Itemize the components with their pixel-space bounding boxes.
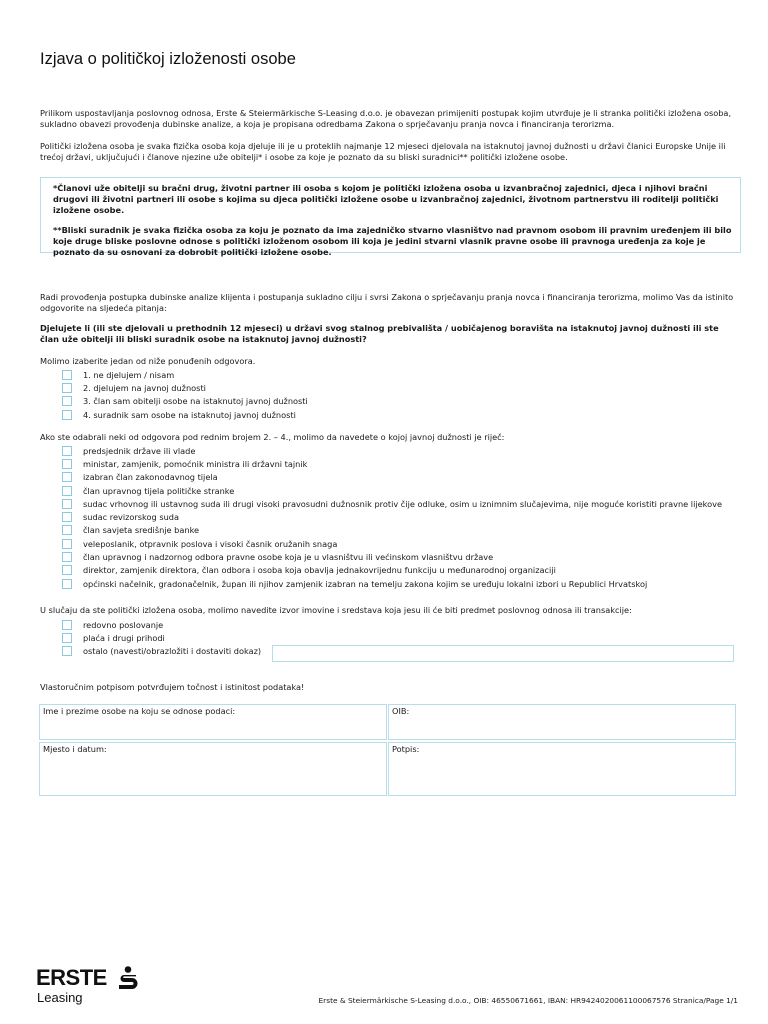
function-option[interactable]: [62, 457, 722, 470]
option-label: ministar, zamjenik, pomoćnik ministra ili državni tajnik: [83, 458, 308, 469]
option-label: član savjeta središnje banke: [83, 525, 200, 536]
checkbox[interactable]: [62, 472, 72, 482]
option-label: sudac vrhovnog ili ustavnog suda ili drugi visoki pravosudni dužnosnik protiv čije odluke, osim u iznimnim slučajevima, nije moguće koristiti pravne lijekove: [83, 498, 722, 509]
family-definition: *Članovi uže obitelji su bračni drug, životni partner ili osoba s kojom je politički izložena osoba u izvanbračnoj zajednici, djeca i njihovi bračni drugovi ili životni partneri ili osobe s kojima su djeca politički izložene osobe u izvanbračnoj zajednici, životnom partnerstvu ili roditelji politički izložene osobe.: [53, 183, 719, 215]
place-date-label: Mjesto i datum:: [43, 744, 107, 754]
main-question: Djelujete li (ili ste djelovali u prethodnih 12 mjeseci) u državi svog stalnog prebivališta / uobičajenog boravišta na istaknutoj javnoj dužnosti ili ste član uže obitelji ili bliski suradnik osobe na istaknutoj javnoj dužnosti?: [40, 323, 719, 344]
erste-s-icon: [116, 966, 140, 992]
checkbox[interactable]: [62, 486, 72, 496]
answer-options-list: [62, 368, 308, 421]
checkbox[interactable]: [62, 410, 72, 420]
logo-brand-text: ERSTE: [36, 965, 107, 990]
place-date-field[interactable]: [39, 742, 387, 796]
checkbox[interactable]: [62, 579, 72, 589]
source-prompt: U slučaju da ste politički izložena osoba, molimo navedite izvor imovine i sredstava koja jesu ili će biti predmet poslovnog odnosa ili transakcije:: [40, 605, 632, 615]
option-label: član upravnog i nadzornog odbora pravne osobe koja je u vlasništvu ili većinskom vlasništvu države: [83, 552, 494, 563]
logo-sub-text: Leasing: [37, 990, 83, 1005]
checkbox[interactable]: [62, 370, 72, 380]
other-source-input[interactable]: [272, 645, 734, 662]
option-label: predsjednik države ili vlade: [83, 445, 196, 456]
definitions-box: [40, 177, 741, 257]
checkbox[interactable]: [62, 646, 72, 656]
answer-option[interactable]: [62, 368, 308, 381]
erste-leasing-logo: [36, 966, 146, 1010]
oib-field[interactable]: [388, 704, 736, 740]
option-label: izabran član zakonodavnog tijela: [83, 472, 218, 483]
option-label: direktor, zamjenik direktora, član odbora i osoba koja obavlja jednakovrijednu funkciju u međunarodnoj organizaciji: [83, 565, 556, 576]
answer-option[interactable]: [62, 408, 308, 421]
footer-company-info: Erste & Steiermärkische S-Leasing d.o.o., OIB: 46550671661, IBAN: HR9424020061100067576 Stranica/Page 1/1: [318, 996, 738, 1005]
option-label: 4. suradnik sam osobe na istaknutoj javnoj dužnosti: [83, 409, 296, 420]
function-option[interactable]: [62, 484, 722, 497]
option-label: 2. djelujem na javnoj dužnosti: [83, 382, 206, 393]
name-field[interactable]: [39, 704, 387, 740]
source-option[interactable]: [62, 631, 261, 644]
function-option[interactable]: [62, 497, 722, 510]
name-field-label: Ime i prezime osobe na koju se odnose podaci:: [43, 706, 236, 716]
option-label: član upravnog tijela političke stranke: [83, 485, 235, 496]
choose-prompt: Molimo izaberite jedan od niže ponuđenih odgovora.: [40, 356, 256, 366]
answer-option[interactable]: [62, 395, 308, 408]
source-options-list: [62, 618, 261, 658]
oib-field-label: OIB:: [392, 706, 410, 716]
checkbox[interactable]: [62, 565, 72, 575]
associate-definition: **Bliski suradnik je svaka fizička osoba za koju je poznato da ima zajedničko stvarno vlasništvo nad pravnom osobom ili pravnim uređenjem ili bilo koje druge bliske poslovne odnose s politički izloženom osobom ili koja je jedini stvarni vlasnik pravne osobe ili pravnoga uređenja za koje je poznato da su osnovani za dobrobit politički izložene osobe.: [53, 225, 732, 257]
option-label: veleposlanik, otpravnik poslova i visoki časnik oružanih snaga: [83, 538, 338, 549]
checkbox[interactable]: [62, 552, 72, 562]
checkbox[interactable]: [62, 396, 72, 406]
signature-statement: Vlastoručnim potpisom potvrđujem točnost i istinitost podataka!: [40, 682, 305, 692]
checkbox[interactable]: [62, 633, 72, 643]
function-option[interactable]: [62, 550, 722, 563]
signature-field[interactable]: [388, 742, 736, 796]
purpose-paragraph: Radi provođenja postupka dubinske analize klijenta i postupanja sukladno cilju i svrsi Zakona o sprječavanju pranja novca i financiranja terorizma, molimo Vas da istinito odgovorite na sljedeća pitanja:: [40, 292, 734, 313]
option-label: ostalo (navesti/obrazložiti i dostaviti dokaz): [83, 646, 262, 657]
function-option[interactable]: [62, 537, 722, 550]
intro-paragraph-1: Prilikom uspostavljanja poslovnog odnosa, Erste & Steiermärkische S-Leasing d.o.o. je obavezan primijeniti postupak kojim utvrđuje je li stranka politički izložena osoba, sukladno obavezi provođenja dubinske analize, a koja je propisana odredbama Zakona o sprječavanju pranja novca i financiranja terorizma.: [40, 108, 732, 129]
function-option[interactable]: [62, 577, 722, 590]
checkbox[interactable]: [62, 499, 72, 509]
checkbox[interactable]: [62, 539, 72, 549]
function-prompt: Ako ste odabrali neki od odgovora pod rednim brojem 2. – 4., molimo da navedete o kojoj javnoj dužnosti je riječ:: [40, 432, 505, 442]
option-label: općinski načelnik, gradonačelnik, župan ili njihov zamjenik izabran na temelju zakona kojim se uređuju lokalni izbori u Republici Hrvatskoj: [83, 578, 648, 589]
function-option[interactable]: [62, 524, 722, 537]
source-option[interactable]: [62, 618, 261, 631]
option-label: redovno poslovanje: [83, 619, 164, 630]
checkbox[interactable]: [62, 459, 72, 469]
option-label: 3. član sam obitelji osobe na istaknutoj javnoj dužnosti: [83, 396, 308, 407]
option-label: plaća i drugi prihodi: [83, 632, 165, 643]
option-label: sudac revizorskog suda: [83, 512, 179, 523]
checkbox[interactable]: [62, 512, 72, 522]
function-option[interactable]: [62, 444, 722, 457]
intro-paragraph-2: Politički izložena osoba je svaka fizička osoba koja djeluje ili je u proteklih najmanje 12 mjeseci djelovala na istaknutoj javnoj dužnosti u državi članici Europske Unije ili trećoj državi, uključujući i članove njezine uže obitelji* i osobe za koje je poznato da su bliski suradnici** politički izložene osobe.: [40, 141, 726, 162]
function-options-list: [62, 444, 722, 590]
checkbox[interactable]: [62, 446, 72, 456]
page-title: Izjava o političkoj izloženosti osobe: [40, 50, 296, 68]
option-label: 1. ne djelujem / nisam: [83, 369, 175, 380]
function-option[interactable]: [62, 564, 722, 577]
checkbox[interactable]: [62, 383, 72, 393]
function-option[interactable]: [62, 471, 722, 484]
checkbox[interactable]: [62, 525, 72, 535]
answer-option[interactable]: [62, 381, 308, 394]
checkbox[interactable]: [62, 620, 72, 630]
signature-label: Potpis:: [392, 744, 420, 754]
source-option[interactable]: [62, 645, 261, 658]
function-option[interactable]: [62, 510, 722, 523]
